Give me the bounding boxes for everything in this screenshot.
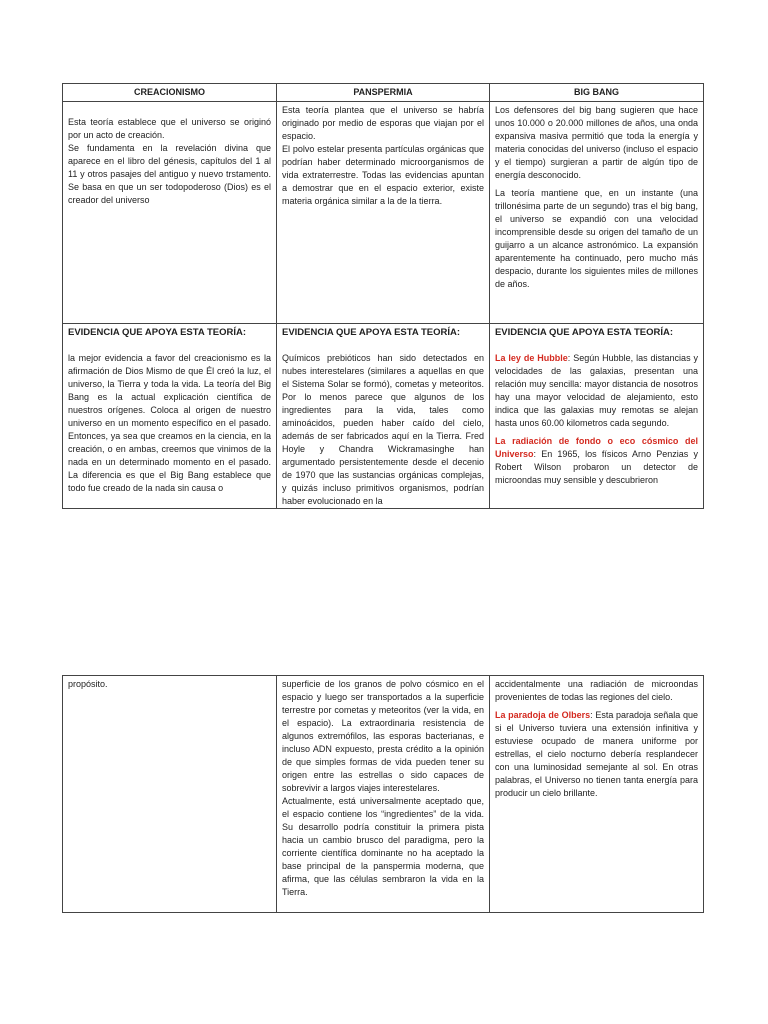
big-bang-def-p1: Los defensores del big bang sugieren que hace unos 10.000 o 20.000 millones de años, una onda expansiva masiva permitió que toda la energía y materia conocidas del universo (incluso el espacio y el tiempo) surgieran a partir de algún tipo de energía desconocido. [494, 105, 698, 180]
creacionismo-evidence-text: la mejor evidencia a favor del creacionismo es la afirmación de Dios Mismo de que Él creó la luz, el universo, la Tierra y toda la vida. La teoría del Big Bang es la actual explicación científica de nuestros orígenes. Coloca al origen de nuestro universo en un momento específico en el pasado. Entonces, ya sea que creamos en la ciencia, en la creación, o en ambas, creemos que vinimos de la nada en un determinado momento en el pasado. La diferencia es que el Big Bang establece que todo fue creado de la nada sin causa o [68, 353, 271, 493]
creacionismo-continuation [63, 676, 277, 913]
header-big-bang: BIG BANG [489, 84, 703, 102]
hubble-title: La ley de Hubble [494, 353, 568, 363]
definition-row [63, 102, 704, 324]
hubble-paragraph [495, 352, 698, 430]
theories-table-page1 [62, 83, 704, 509]
radiation-title: La radiación de fondo o eco cósmico del Universo [494, 436, 698, 459]
panspermia-def-p2: El polvo estelar presenta partículas orgánicas que podrían haber determinado microorganismos de vida extraterrestre. Todas las evidencias apuntan a demostrar que en el espacio exterior, existe materia orgánica similar a la de la tierra. [282, 144, 484, 206]
header-row [63, 84, 704, 102]
creacionismo-definition [63, 102, 277, 324]
header-creacionismo: CREACIONISMO [63, 84, 277, 102]
creacionismo-def-p2: Se fundamenta en la revelación divina que aparece en el libro del génesis, capítulos del 1 al 11 y otros pasajes del antiguo y nuevo trstamento. Se basa en que un ser todopoderoso (Dios) es el creador del universo [68, 143, 271, 205]
theories-table-page2 [62, 675, 704, 913]
evidence-heading-3: EVIDENCIA QUE APOYA ESTA TEORÍA: [494, 327, 674, 338]
radiation-text: : En 1965, los físicos Arno Penzias y Robert Wilson probaron un detector de microondas muy sensible y descubrieron [494, 449, 698, 485]
creacionismo-def-p1: Esta teoría establece que el universo se originó por un acto de creación. [68, 117, 271, 140]
olbers-text: : Esta paradoja señala que si el Universo tuviera una extensión infinitiva y estuviese ocupado de manera uniforme por estrellas, el cielo nocturno debería resplandecer con una luminosidad semejante al sol. En otras palabras, el Universo no tienen tanta energía para producir un cielo brillante. [494, 710, 698, 798]
evidence-row [63, 324, 704, 509]
hubble-text: : Según Hubble, las distancias y velocidades de las galaxias, presentan una relación muy sencilla: mayor distancia de nosotros hay una mayor velocidad de alejamiento, esto indica que las galaxias muy remotas se alejan hasta unos 60.00 kilometros cada segundo. [494, 353, 698, 428]
radiation-paragraph [495, 435, 698, 487]
creacionismo-evidence [63, 324, 277, 509]
olbers-paragraph [495, 709, 698, 800]
panspermia-cont-p2: Actualmente, está universalmente aceptado que, el espacio contiene los “ingredientes” de la vida. Su desarrollo podría constituir la primera pista hacia un cambio brusco del paradigma, pero la corriente científica dominante no ha aceptado la base principal de la panspermia moderna, que afirma, que las células sembraron la vida en la Tierra. [282, 796, 484, 897]
panspermia-evidence-text: Químicos prebióticos han sido detectados en nubes interestelares (similares a aquellas en que el Sistema Solar se formó), cometas y meteoritos. Por lo menos parece que algunos de los ingredientes para la vida, tales como aminoácidos, pueden haber caído del cielo, además de ser fabricados aquí en la Tierra. Fred Hoyle y Chandra Wickramasinghe han argumentado persistentemente desde el decenio de 1970 que las sustancias orgánicas complejas, y quizás incluso primitivos organismos, podrían haber evolucionado en la [282, 353, 484, 506]
panspermia-continuation [277, 676, 490, 913]
big-bang-continuation [489, 676, 703, 913]
panspermia-evidence [277, 324, 490, 509]
creacionismo-continuation-text: propósito. [68, 679, 108, 689]
panspermia-definition [277, 102, 490, 324]
continuation-row [63, 676, 704, 913]
big-bang-def-p2: La teoría mantiene que, en un instante (una trillonésima parte de un segundo) tras el big bang, el universo se expandió con una velocidad incomprensible desde su origen del tamaño de un guijarro a un alcance astronómico. La expansión aparentemente ha continuado, pero mucho más despacio, durante los siguientes miles de millones de años. [494, 188, 698, 289]
panspermia-cont-p1: superficie de los granos de polvo cósmico en el espacio y luego ser transportados a la superficie terrestre por cometas y meteoritos (ver la vida, en el espacio). La extraordinaria resistencia de algunos extremófilos, las esporas bacterianas, e incluso ADN expuesto, presta crédito a la opinión de que simples formas de vida pueden tener su origen entre las estrellas o sido capaces de sobrevivir a largos viajes interestelares. [282, 679, 484, 793]
olbers-title: La paradoja de Olbers [494, 710, 591, 720]
big-bang-definition [489, 102, 703, 324]
evidence-heading-2: EVIDENCIA QUE APOYA ESTA TEORÍA: [282, 327, 461, 338]
evidence-heading-1: EVIDENCIA QUE APOYA ESTA TEORÍA: [68, 327, 247, 338]
big-bang-evidence [489, 324, 703, 509]
header-panspermia: PANSPERMIA [277, 84, 490, 102]
big-bang-cont-intro: accidentalmente una radiación de microondas provenientes de todas las regiones del cielo. [494, 679, 698, 702]
panspermia-def-p1: Esta teoría plantea que el universo se habría originado por medio de esporas que viajan por el espacio. [282, 105, 484, 141]
